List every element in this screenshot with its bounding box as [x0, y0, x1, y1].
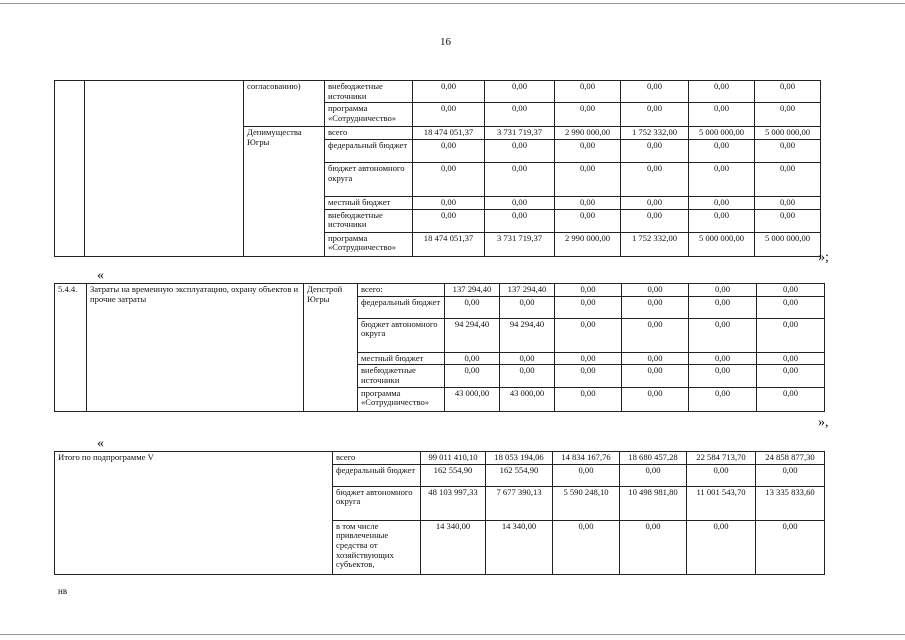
value-cell: 10 498 981,80 — [620, 486, 687, 520]
quote-open-3: « — [97, 436, 104, 451]
value-cell: 0,00 — [755, 103, 821, 127]
value-cell: 0,00 — [555, 103, 621, 127]
value-cell: 0,00 — [500, 296, 555, 318]
value-cell: 0,00 — [555, 209, 621, 232]
source-cell: федеральный бюджет — [333, 464, 421, 486]
value-cell: 18 680 457,28 — [620, 452, 687, 465]
value-cell: 0,00 — [689, 162, 755, 196]
value-cell: 0,00 — [757, 318, 825, 352]
source-cell: внебюджетные источники — [325, 209, 413, 232]
value-cell: 18 053 194,06 — [486, 452, 553, 465]
subprogram-name-cell: Итого по подпрограмме V — [55, 452, 333, 575]
value-cell: 5 000 000,00 — [755, 232, 821, 256]
value-cell: 14 340,00 — [421, 520, 486, 574]
value-cell: 0,00 — [555, 318, 622, 352]
value-cell: 0,00 — [757, 284, 825, 297]
page-number: 16 — [440, 36, 451, 48]
value-cell: 7 677 390,13 — [486, 486, 553, 520]
value-cell: 137 294,40 — [445, 284, 500, 297]
source-cell: федеральный бюджет — [325, 139, 413, 162]
value-cell: 0,00 — [413, 196, 485, 209]
value-cell: 0,00 — [555, 196, 621, 209]
value-cell: 0,00 — [555, 162, 621, 196]
value-cell: 0,00 — [755, 162, 821, 196]
value-cell: 0,00 — [621, 209, 689, 232]
table-row — [55, 452, 825, 465]
value-cell: 0,00 — [622, 318, 689, 352]
value-cell: 0,00 — [757, 296, 825, 318]
value-cell: 2 990 000,00 — [555, 232, 621, 256]
value-cell: 0,00 — [485, 81, 555, 103]
value-cell: 0,00 — [555, 139, 621, 162]
value-cell: 0,00 — [413, 209, 485, 232]
scan-bottom-edge — [0, 634, 905, 635]
value-cell: 1 752 332,00 — [621, 127, 689, 140]
value-cell: 0,00 — [687, 520, 756, 574]
value-cell: 18 474 051,37 — [413, 127, 485, 140]
name-cell — [85, 81, 244, 257]
table-subprogram-total — [54, 451, 825, 575]
value-cell: 94 294,40 — [500, 318, 555, 352]
value-cell: 0,00 — [555, 81, 621, 103]
value-cell: 0,00 — [755, 196, 821, 209]
source-cell: всего — [333, 452, 421, 465]
source-cell: бюджет автономного округа — [325, 162, 413, 196]
table-item-5-4-4 — [54, 283, 825, 412]
quote-close-1: »; — [818, 250, 829, 265]
executor-cell: Депимущества Югры — [244, 127, 325, 256]
value-cell: 5 000 000,00 — [689, 232, 755, 256]
value-cell: 3 731 719,37 — [485, 127, 555, 140]
value-cell: 0,00 — [445, 296, 500, 318]
value-cell: 14 340,00 — [486, 520, 553, 574]
value-cell: 2 990 000,00 — [555, 127, 621, 140]
source-cell: всего — [325, 127, 413, 140]
table-row — [55, 81, 821, 103]
item-name-cell: Затраты на временную эксплуатацию, охрану объектов и прочие затраты — [87, 284, 304, 412]
value-cell: 0,00 — [689, 284, 757, 297]
value-cell: 0,00 — [622, 352, 689, 365]
value-cell: 0,00 — [757, 352, 825, 365]
value-cell: 0,00 — [555, 352, 622, 365]
value-cell: 0,00 — [755, 209, 821, 232]
value-cell: 5 000 000,00 — [689, 127, 755, 140]
value-cell: 0,00 — [757, 365, 825, 387]
value-cell: 0,00 — [413, 103, 485, 127]
value-cell: 0,00 — [555, 387, 622, 411]
source-cell: местный бюджет — [358, 352, 445, 365]
table-property-dept — [54, 80, 821, 257]
source-cell: местный бюджет — [325, 196, 413, 209]
value-cell: 0,00 — [413, 139, 485, 162]
value-cell: 5 590 248,10 — [553, 486, 620, 520]
item-number-cell: 5.4.4. — [55, 284, 87, 412]
value-cell: 0,00 — [689, 352, 757, 365]
value-cell: 0,00 — [413, 81, 485, 103]
value-cell: 13 335 833,60 — [756, 486, 825, 520]
value-cell: 0,00 — [689, 209, 755, 232]
value-cell: 0,00 — [485, 103, 555, 127]
source-cell: всего: — [358, 284, 445, 297]
source-cell: программа «Сотрудничество» — [325, 232, 413, 256]
source-cell: бюджет автономного округа — [333, 486, 421, 520]
source-cell: внебюджетные источники — [358, 365, 445, 387]
value-cell: 162 554,90 — [421, 464, 486, 486]
value-cell: 22 584 713,70 — [687, 452, 756, 465]
value-cell: 0,00 — [555, 365, 622, 387]
value-cell: 0,00 — [689, 196, 755, 209]
value-cell: 0,00 — [622, 365, 689, 387]
footer-mark: нв — [58, 586, 68, 596]
value-cell: 5 000 000,00 — [755, 127, 821, 140]
value-cell: 0,00 — [689, 318, 757, 352]
scan-top-edge — [0, 3, 905, 4]
value-cell: 43 000,00 — [500, 387, 555, 411]
value-cell: 18 474 051,37 — [413, 232, 485, 256]
executor-cell: Депстрой Югры — [304, 284, 358, 412]
value-cell: 162 554,90 — [486, 464, 553, 486]
value-cell: 0,00 — [689, 365, 757, 387]
value-cell: 0,00 — [620, 464, 687, 486]
value-cell: 0,00 — [621, 196, 689, 209]
value-cell: 0,00 — [687, 464, 756, 486]
value-cell: 0,00 — [485, 162, 555, 196]
value-cell: 43 000,00 — [445, 387, 500, 411]
value-cell: 0,00 — [553, 464, 620, 486]
value-cell: 0,00 — [757, 387, 825, 411]
value-cell: 0,00 — [621, 103, 689, 127]
value-cell: 0,00 — [689, 81, 755, 103]
value-cell: 14 834 167,76 — [553, 452, 620, 465]
value-cell: 0,00 — [756, 464, 825, 486]
value-cell: 0,00 — [755, 81, 821, 103]
value-cell: 0,00 — [621, 139, 689, 162]
value-cell: 1 752 332,00 — [621, 232, 689, 256]
value-cell: 0,00 — [689, 387, 757, 411]
table-row — [55, 284, 825, 297]
value-cell: 0,00 — [555, 284, 622, 297]
value-cell: 0,00 — [553, 520, 620, 574]
value-cell: 0,00 — [621, 81, 689, 103]
value-cell: 0,00 — [485, 139, 555, 162]
value-cell: 0,00 — [689, 103, 755, 127]
value-cell: 99 011 410,10 — [421, 452, 486, 465]
value-cell: 0,00 — [500, 352, 555, 365]
source-cell: федеральный бюджет — [358, 296, 445, 318]
value-cell: 0,00 — [555, 296, 622, 318]
source-cell: программа «Сотрудничество» — [325, 103, 413, 127]
value-cell: 0,00 — [500, 365, 555, 387]
value-cell: 137 294,40 — [500, 284, 555, 297]
source-cell: бюджет автономного округа — [358, 318, 445, 352]
value-cell: 0,00 — [621, 162, 689, 196]
value-cell: 3 731 719,37 — [485, 232, 555, 256]
value-cell: 0,00 — [622, 284, 689, 297]
number-cell — [55, 81, 85, 257]
source-cell: программа «Сотрудничество» — [358, 387, 445, 411]
source-cell: внебюджетные источники — [325, 81, 413, 103]
value-cell: 0,00 — [689, 296, 757, 318]
value-cell: 0,00 — [689, 139, 755, 162]
source-cell: в том числе привлеченные средства от хозяйствующих субъектов, — [333, 520, 421, 574]
value-cell: 48 103 997,33 — [421, 486, 486, 520]
value-cell: 0,00 — [622, 296, 689, 318]
quote-open-2: « — [97, 268, 104, 283]
value-cell: 24 858 877,30 — [756, 452, 825, 465]
value-cell: 0,00 — [413, 162, 485, 196]
executor-cell-cont: согласованию) — [244, 81, 325, 127]
value-cell: 0,00 — [755, 139, 821, 162]
value-cell: 11 001 543,70 — [687, 486, 756, 520]
value-cell: 0,00 — [445, 352, 500, 365]
value-cell: 0,00 — [622, 387, 689, 411]
value-cell: 0,00 — [485, 209, 555, 232]
value-cell: 0,00 — [445, 365, 500, 387]
value-cell: 0,00 — [756, 520, 825, 574]
value-cell: 0,00 — [620, 520, 687, 574]
value-cell: 94 294,40 — [445, 318, 500, 352]
quote-close-2: », — [818, 415, 829, 430]
value-cell: 0,00 — [485, 196, 555, 209]
